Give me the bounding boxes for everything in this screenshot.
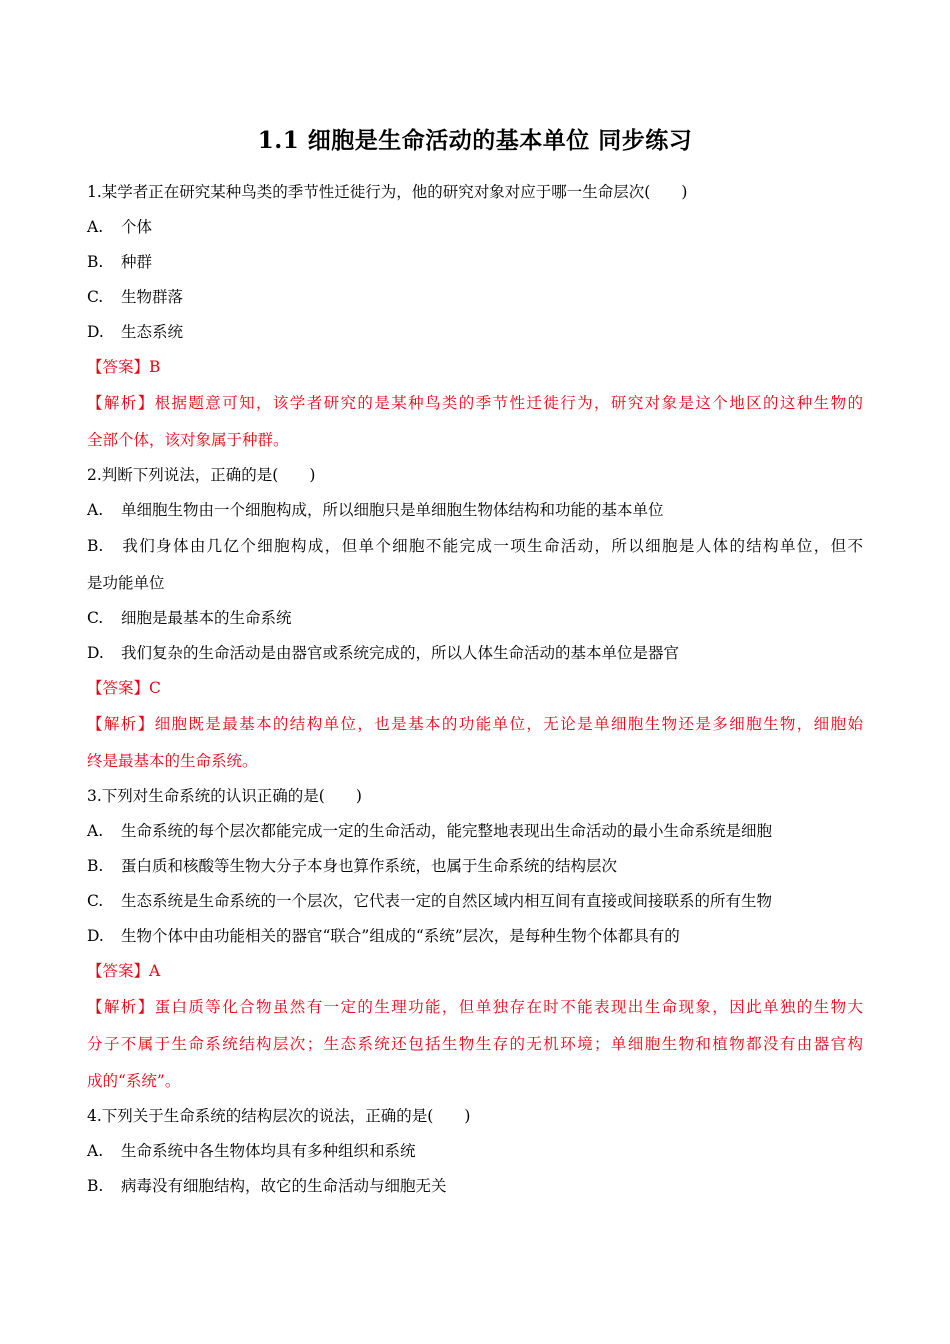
question-1-option-b — [87, 252, 152, 272]
option-letter: A. — [87, 501, 104, 519]
question-2-analysis-line-1 — [87, 714, 863, 734]
option-text: 我们复杂的生命活动是由器官或系统完成的，所以人体生命活动的基本单位是器官 — [121, 644, 680, 662]
question-2-option-c — [87, 608, 292, 628]
question-4-stem: 4.下列关于生命系统的结构层次的说法，正确的是( ) — [87, 1107, 471, 1125]
option-letter: C. — [87, 892, 104, 910]
option-text: 病毒没有细胞结构，故它的生命活动与细胞无关 — [121, 1177, 447, 1195]
question-3-analysis-line-3: 成的“系统”。 — [87, 1072, 181, 1090]
question-3-analysis-line-1 — [87, 997, 863, 1017]
question-3-option-c — [87, 891, 772, 911]
option-text: 单细胞生物由一个细胞构成，所以细胞只是单细胞生物体结构和功能的基本单位 — [121, 501, 664, 519]
question-3-analysis-line-2: 分子不属于生命系统结构层次；生态系统还包括生物生存的无机环境；单细胞生物和植物都没有由器官构 — [87, 1035, 863, 1053]
option-letter: A. — [87, 1142, 104, 1160]
option-letter: B. — [87, 1177, 104, 1195]
question-2-option-d — [87, 643, 679, 663]
question-2-option-a — [87, 500, 664, 520]
analysis-label: 【解析】 — [87, 998, 155, 1016]
analysis-label: 【解析】 — [87, 394, 155, 412]
question-1-option-a — [87, 217, 152, 237]
option-text: 生物个体中由功能相关的器官“联合”组成的“系统”层次，是每种生物个体都具有的 — [121, 927, 680, 945]
option-text: 蛋白质和核酸等生物大分子本身也算作系统，也属于生命系统的结构层次 — [121, 857, 618, 875]
option-text: 生物群落 — [121, 288, 184, 306]
question-1-answer — [87, 357, 160, 377]
question-1-analysis-line-1 — [87, 393, 863, 413]
option-letter: B. — [87, 857, 104, 875]
answer-label: 【答案】 — [87, 679, 150, 697]
answer-value: A — [149, 962, 161, 980]
option-text: 种群 — [121, 253, 153, 271]
question-1-option-d — [87, 322, 183, 342]
option-letter: C. — [87, 609, 104, 627]
answer-label: 【答案】 — [87, 358, 150, 376]
option-letter: C. — [87, 288, 104, 306]
option-letter: B. — [87, 253, 104, 271]
option-text: 生态系统 — [121, 323, 184, 341]
option-text: 个体 — [121, 218, 153, 236]
answer-value: B — [149, 358, 161, 376]
question-4-option-a — [87, 1141, 416, 1161]
analysis-text: 蛋白质等化合物虽然有一定的生理功能，但单独存在时不能表现出生命现象，因此单独的生物大 — [154, 998, 863, 1016]
question-2-analysis-line-2: 终是最基本的生命系统。 — [87, 752, 258, 770]
question-2-option-b-continuation: 是功能单位 — [87, 574, 165, 592]
option-letter: D. — [87, 323, 104, 341]
question-3-option-b — [87, 856, 617, 876]
option-letter: D. — [87, 927, 104, 945]
option-letter: B. — [87, 537, 104, 555]
question-3-answer — [87, 961, 160, 981]
option-text: 生态系统是生命系统的一个层次，它代表一定的自然区域内相互间有直接或间接联系的所有生物 — [121, 892, 773, 910]
question-4-option-b — [87, 1176, 447, 1196]
option-text: 我们身体由几亿个细胞构成，但单个细胞不能完成一项生命活动，所以细胞是人体的结构单位，但不 — [121, 537, 863, 555]
question-1-option-c — [87, 287, 183, 307]
question-3-stem: 3.下列对生命系统的认识正确的是( ) — [87, 787, 362, 805]
page-title: 1.1 细胞是生命活动的基本单位 同步练习 — [257, 127, 693, 154]
analysis-text: 根据题意可知，该学者研究的是某种鸟类的季节性迁徙行为，研究对象是这个地区的这种生物的 — [154, 394, 863, 412]
question-2-stem: 2.判断下列说法，正确的是( ) — [87, 466, 316, 484]
question-1-analysis-line-2: 全部个体，该对象属于种群。 — [87, 431, 289, 449]
analysis-label: 【解析】 — [87, 715, 155, 733]
question-1-stem: 1.某学者正在研究某种鸟类的季节性迁徙行为，他的研究对象对应于哪一生命层次( ) — [87, 183, 688, 201]
answer-label: 【答案】 — [87, 962, 150, 980]
analysis-text: 细胞既是最基本的结构单位，也是基本的功能单位，无论是单细胞生物还是多细胞生物，细胞始 — [154, 715, 863, 733]
answer-value: C — [149, 679, 161, 697]
option-text: 生命系统的每个层次都能完成一定的生命活动，能完整地表现出生命活动的最小生命系统是细胞 — [121, 822, 773, 840]
question-2-option-b — [87, 536, 863, 556]
option-letter: A. — [87, 822, 104, 840]
option-text: 细胞是最基本的生命系统 — [121, 609, 292, 627]
option-letter: A. — [87, 218, 104, 236]
question-2-answer — [87, 678, 161, 698]
option-letter: D. — [87, 644, 104, 662]
option-text: 生命系统中各生物体均具有多种组织和系统 — [121, 1142, 416, 1160]
question-3-option-a — [87, 821, 772, 841]
question-3-option-d — [87, 926, 680, 946]
